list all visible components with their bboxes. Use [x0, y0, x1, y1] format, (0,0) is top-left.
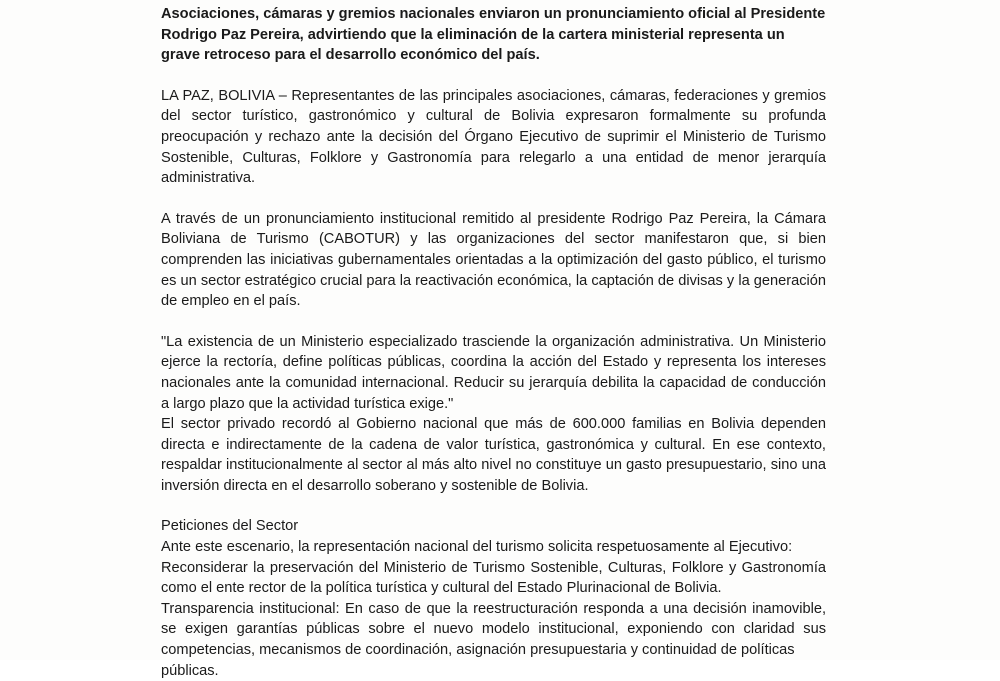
paragraph-families: El sector privado recordó al Gobierno nacional que más de 600.000 familias en Bolivia dependen directa e indirectamente de la cadena de valor turística, gastronómica y cultural. En ese contexto, respaldar institucionalmente al sector al más alto nivel no constituye un gasto presupuestario, sino una inversión directa en el desarrollo soberano y sostenible de Bolivia. [161, 416, 826, 494]
paragraph-la-paz: LA PAZ, BOLIVIA – Representantes de las principales asociaciones, cámaras, federaciones y gremios del sector turístico, gastronómico y cultural de Bolivia expresaron formalmente su profunda preocupación y rechazo ante la decisión del Órgano Ejecutivo de suprimir el Ministerio de Turismo Sostenible, Culturas, Folklore y Gastronomía para relegarlo a una entidad de menor jerarquía administrativa. [161, 87, 826, 187]
paragraph-cabotur: A través de un pronunciamiento institucional remitido al presidente Rodrigo Paz Pereira, la Cámara Boliviana de Turismo (CABOTUR) y las organizaciones del sector manifestaron que, si bien comprenden las iniciativas gubernamentales orientadas a la optimización del gasto público, el turismo es un sector estratégico crucial para la reactivación económica, la captación de divisas y la generación de empleo en el país. [161, 210, 826, 310]
section-heading: Peticiones del Sector [161, 518, 299, 535]
petition-item-continued: públicas. [161, 662, 219, 679]
lead-paragraph: Asociaciones, cámaras y gremios nacionales enviaron un pronunciamiento oficial al Presidente Rodrigo Paz Pereira, advirtiendo que la eliminación de la cartera ministerial representa un grave retroceso para el desarrollo económico del país. [161, 6, 826, 64]
petition-item: Transparencia institucional: En caso de que la reestructuración responda a una decisión inamovible, se exigen garantías públicas sobre el nuevo modelo institucional, exponiendo con claridad sus competencias, mecanismos de coordinación, asignación presupuestaria y continuidad de políticas [161, 600, 826, 659]
section-intro: Ante este escenario, la representación nacional del turismo solicita respetuosamente al Ejecutivo: [161, 539, 793, 556]
document-body [161, 4, 826, 681]
petition-item: Reconsiderar la preservación del Ministerio de Turismo Sostenible, Culturas, Folklore y Gastronomía como el ente rector de la política turística y cultural del Estado Plurinacional de Bolivia. [161, 559, 826, 597]
quote-paragraph: "La existencia de un Ministerio especializado trasciende la organización administrativa. Un Ministerio ejerce la rectoría, define políticas públicas, coordina la acción del Estado y representa los intereses nacionales ante la comunidad internacional. Reducir su jerarquía debilita la capacidad de conducción a largo plazo que la actividad turística exige." [161, 333, 826, 412]
